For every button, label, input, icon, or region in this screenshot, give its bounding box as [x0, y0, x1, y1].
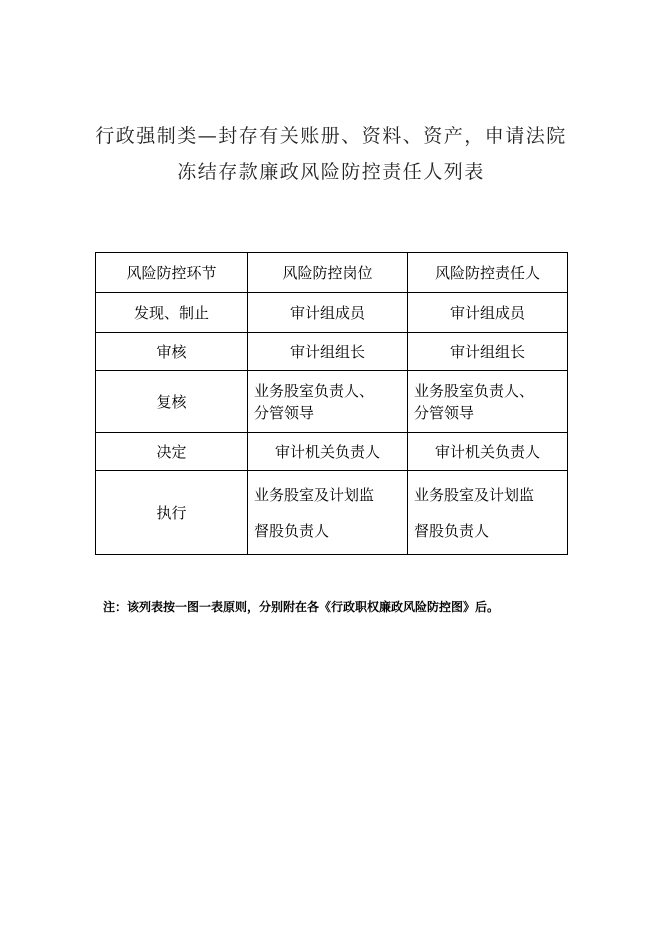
risk-control-table [95, 252, 568, 555]
post-cell [248, 471, 408, 555]
responsible-cell: 审计机关负责人 [408, 433, 568, 471]
post-cell-line: 业务股室负责人、 [254, 381, 375, 400]
responsible-cell: 审计组成员 [408, 293, 568, 333]
footnote: 注：该列表按一图一表原则，分别附在各《行政职权廉政风险防控图》后。 [103, 600, 500, 614]
stage-cell: 审核 [96, 333, 248, 371]
responsible-cell [408, 471, 568, 555]
stage-cell: 复核 [96, 371, 248, 433]
responsible-cell-line: 督股负责人 [414, 521, 490, 540]
post-cell [248, 371, 408, 433]
document-title-line-1: 行政强制类—封存有关账册、资料、资产，申请法院 [95, 125, 567, 147]
responsible-cell: 审计组组长 [408, 333, 568, 371]
table-row [96, 433, 568, 471]
stage-cell: 执行 [96, 471, 248, 555]
table-row [96, 293, 568, 333]
post-cell: 审计组组长 [248, 333, 408, 371]
header-cell-responsible: 风险防控责任人 [408, 253, 568, 293]
table-row [96, 471, 568, 555]
stage-cell: 决定 [96, 433, 248, 471]
document-title-line-2: 冻结存款廉政风险防控责任人列表 [177, 161, 485, 183]
responsible-cell-line: 业务股室及计划监 [414, 485, 535, 504]
table-row [96, 333, 568, 371]
table-row [96, 371, 568, 433]
table-header-row [96, 253, 568, 293]
post-cell: 审计组成员 [248, 293, 408, 333]
responsible-cell [408, 371, 568, 433]
header-cell-stage: 风险防控环节 [96, 253, 248, 293]
responsible-cell-line: 业务股室负责人、 [414, 381, 535, 400]
post-cell-line: 业务股室及计划监 [254, 485, 375, 504]
post-cell-line: 督股负责人 [254, 521, 330, 540]
post-cell-line: 分管领导 [254, 403, 315, 422]
responsible-cell-line: 分管领导 [414, 403, 475, 422]
post-cell: 审计机关负责人 [248, 433, 408, 471]
stage-cell: 发现、制止 [96, 293, 248, 333]
header-cell-post: 风险防控岗位 [248, 253, 408, 293]
